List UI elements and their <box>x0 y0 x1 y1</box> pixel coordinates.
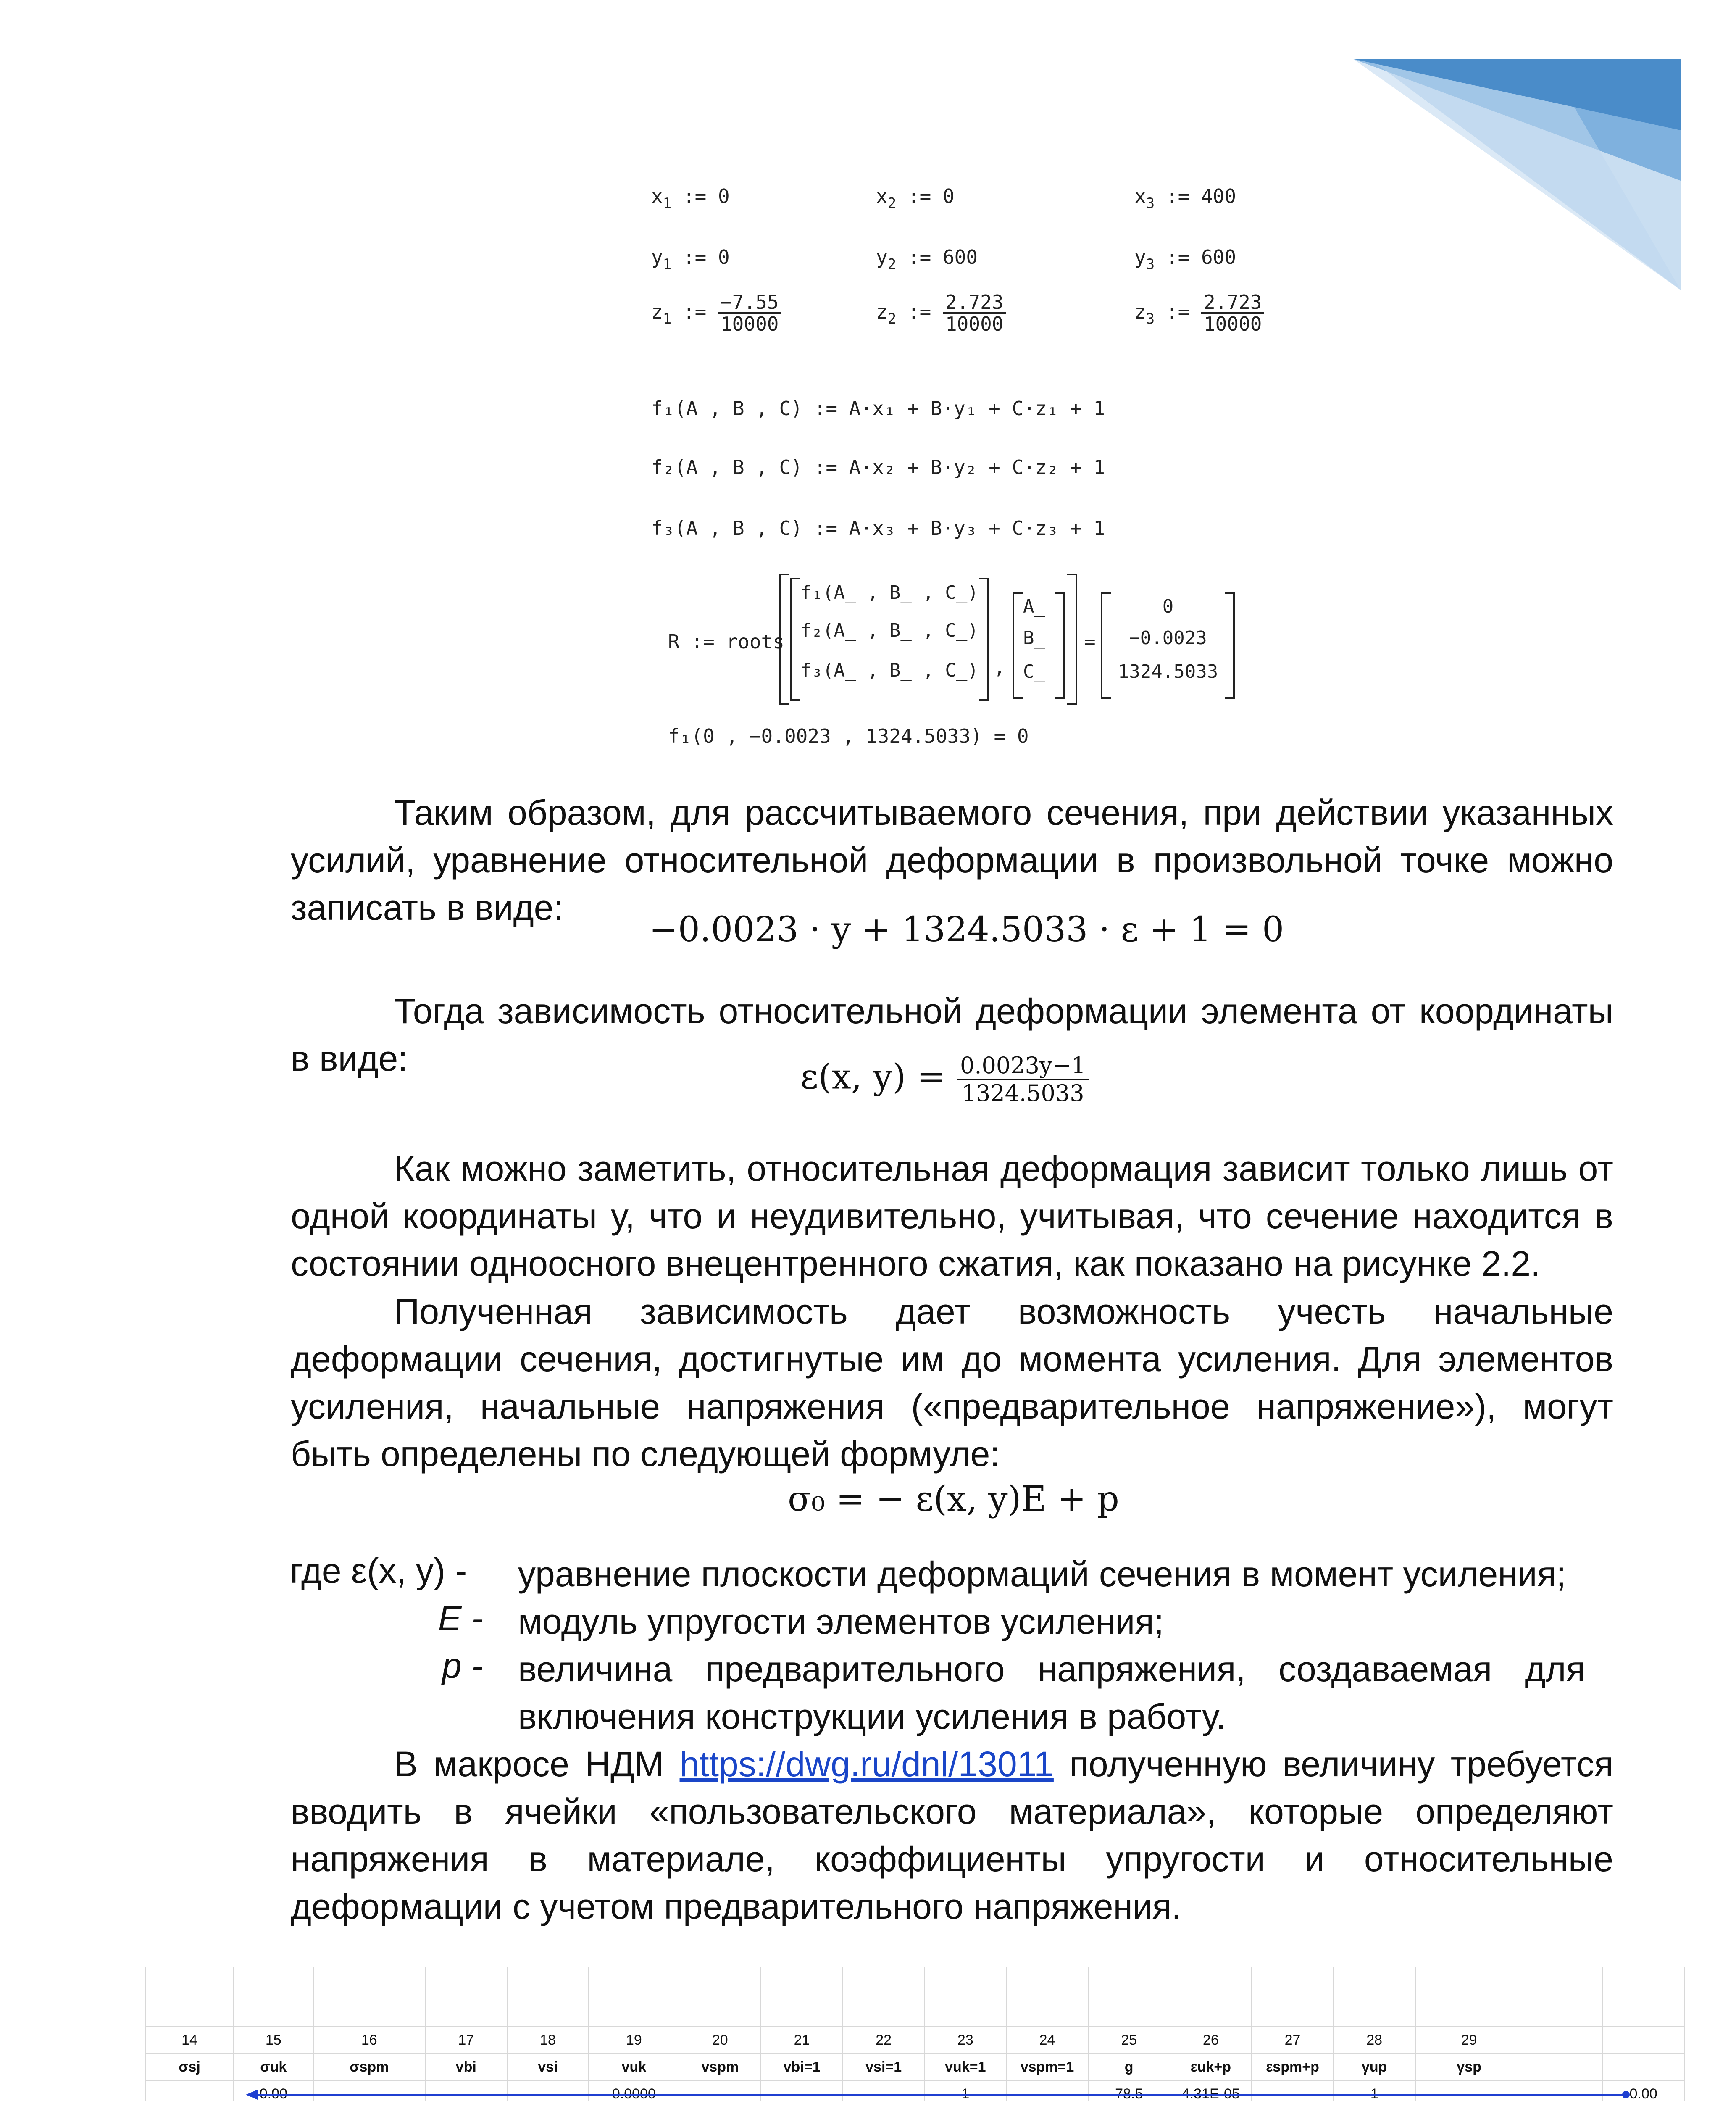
roots-f1: f₁(A_ , B_ , C_) <box>800 582 978 603</box>
table-cell[interactable]: 27 <box>1252 2027 1334 2054</box>
table-cell[interactable]: 23 <box>924 2027 1006 2054</box>
assign-z2: $z_2$ := $\frac{2.723}{10000}$ <box>876 292 1006 334</box>
roots-var-a: A_ <box>1023 596 1045 617</box>
table-cell[interactable]: σuk <box>234 2054 313 2080</box>
equation-strain-lhs: ε(x, y) = <box>800 1057 946 1097</box>
function-f1: f₁(A , B , C) := A·x₁ + B·y₁ + C·z₁ + 1 <box>651 397 1105 420</box>
equation-strain-plane: −0.0023 · y + 1324.5033 · ε + 1 = 0 <box>649 910 1284 950</box>
table-cell[interactable]: γup <box>1334 2054 1415 2080</box>
paragraph-5 <box>291 1740 1613 1930</box>
table-cell[interactable]: 25 <box>1088 2027 1170 2054</box>
table-cell[interactable]: 22 <box>843 2027 925 2054</box>
table-cell[interactable]: εuk+p <box>1170 2054 1252 2080</box>
table-cell[interactable]: 0.00 <box>1602 2080 1684 2101</box>
table-cell[interactable]: vspm=1 <box>1006 2054 1088 2080</box>
table-cell[interactable]: σsj <box>145 2054 234 2080</box>
roots-outer-bracket-left <box>779 574 789 705</box>
excel-arrow-overlay <box>145 1967 1685 2101</box>
table-cell[interactable]: εspm+p <box>1252 2054 1334 2080</box>
table-cell[interactable]: 0.0000 <box>589 2080 679 2101</box>
roots-var-c: C_ <box>1023 661 1045 682</box>
paragraph-2: Тогда зависимость относительной деформации элемента от координаты в виде: <box>291 991 1613 1078</box>
table-cell[interactable]: 20 <box>679 2027 761 2054</box>
roots-var-bracket-left <box>1013 592 1023 699</box>
table-cell[interactable]: vspm <box>679 2054 761 2080</box>
result-bracket-left <box>1101 592 1111 699</box>
table-cell[interactable]: 1 <box>924 2080 1006 2101</box>
table-cell[interactable]: γsp <box>1415 2054 1523 2080</box>
table-cell[interactable]: 0.00 <box>234 2080 313 2101</box>
assign-z3: $z_3$ := $\frac{2.723}{10000}$ <box>1134 292 1264 334</box>
dependency-arrow-dot <box>1622 2091 1630 2098</box>
assign-z1: $z_1$ := $\frac{-7.55}{10000}$ <box>651 292 781 334</box>
equation-strain-numerator: 0.0023y−1 <box>957 1053 1089 1080</box>
equation-strain-fraction <box>957 1053 1089 1106</box>
table-cell[interactable]: 14 <box>145 2027 234 2054</box>
roots-equals: = <box>1084 630 1096 653</box>
table-cell[interactable]: 24 <box>1006 2027 1088 2054</box>
equation-prestress: σ₀ = − ε(x, y)E + p <box>788 1479 1119 1519</box>
roots-var-bracket-right <box>1055 592 1065 699</box>
macro-link[interactable]: https://dwg.ru/dnl/13011 <box>679 1744 1054 1784</box>
table-cell[interactable]: 1 <box>1334 2080 1415 2101</box>
function-f3: f₃(A , B , C) := A·x₃ + B·y₃ + C·z₃ + 1 <box>651 517 1105 540</box>
equation-strain-function <box>800 1053 1089 1106</box>
paragraph-4: Полученная зависимость дает возможность учесть начальные деформации сечения, достигнутые им до момента усиления. Для элементов усиления, начальные напряжения («предварительное напряжение»), могут быть определены по следующей формуле: <box>291 1292 1613 1474</box>
roots-var-b: B_ <box>1023 627 1045 649</box>
table-cell[interactable]: 15 <box>234 2027 313 2054</box>
table-cell[interactable]: vsi=1 <box>843 2054 925 2080</box>
result-value-2: −0.0023 <box>1129 627 1207 649</box>
roots-f3: f₃(A_ , B_ , C_) <box>800 660 978 681</box>
table-cell[interactable]: vbi <box>425 2054 507 2080</box>
table-cell[interactable]: g <box>1088 2054 1170 2080</box>
paragraph-5-lead: В макросе НДМ <box>394 1744 680 1784</box>
result-value-3: 1324.5033 <box>1118 661 1218 682</box>
dependency-arrow-head <box>246 2090 258 2100</box>
roots-outer-bracket-right <box>1067 574 1077 705</box>
where-def-prestress: величина предварительного напряжения, создаваемая для включения конструкции усиления в работу. <box>518 1649 1585 1736</box>
assign-x2: $x_2$ := 0 <box>876 185 955 212</box>
equation-strain-denominator: 1324.5033 <box>961 1080 1084 1107</box>
excel-table-figure <box>145 1967 1685 2101</box>
roots-f2: f₂(A_ , B_ , C_) <box>800 620 978 641</box>
table-cell[interactable]: vuk <box>589 2054 679 2080</box>
where-term-modulus: E - <box>438 1598 483 1638</box>
result-value-1: 0 <box>1162 596 1174 617</box>
assign-y1: $y_1$ := 0 <box>651 246 730 273</box>
paragraph-5-rest: полученную величину требуется вводить в ячейки «пользовательского материала», которые определяют напряжения в материале, коэффициенты упругости и относительные деформации с учетом предварительного напряжения. <box>291 1744 1613 1926</box>
table-cell[interactable]: 26 <box>1170 2027 1252 2054</box>
table-cell[interactable]: vuk=1 <box>924 2054 1006 2080</box>
check-line: f₁(0 , −0.0023 , 1324.5033) = 0 <box>668 725 1029 748</box>
table-cell[interactable]: 18 <box>507 2027 589 2054</box>
result-bracket-right <box>1225 592 1235 699</box>
function-f2: f₂(A , B , C) := A·x₂ + B·y₂ + C·z₂ + 1 <box>651 456 1105 479</box>
where-def-modulus: модуль упругости элементов усиления; <box>518 1602 1164 1641</box>
where-def-strain: уравнение плоскости деформаций сечения в момент усиления; <box>518 1554 1566 1594</box>
assign-x3: $x_3$ := 400 <box>1134 185 1236 212</box>
table-cell[interactable]: 16 <box>313 2027 425 2054</box>
table-cell[interactable]: vbi=1 <box>761 2054 843 2080</box>
assign-y2: $y_2$ := 600 <box>876 246 978 273</box>
paragraph-1: Таким образом, для рассчитываемого сечения, при действии указанных усилий, уравнение относительной деформации в произвольной точке можно записать в виде: <box>291 793 1613 927</box>
roots-label: R := roots <box>668 630 784 653</box>
roots-func-bracket-left <box>790 578 800 701</box>
where-term-prestress: p - <box>442 1646 483 1685</box>
paragraph-3: Как можно заметить, относительная деформация зависит только лишь от одной координаты у, что и неудивительно, учитывая, что сечение находится в состоянии одноосного внецентренного сжатия, как показано на рисунке 2.2. <box>291 1149 1613 1283</box>
table-cell[interactable]: 19 <box>589 2027 679 2054</box>
table-cell[interactable]: 17 <box>425 2027 507 2054</box>
corner-decoration <box>1344 55 1681 290</box>
roots-func-bracket-right <box>979 578 989 701</box>
assign-x1: $x_1$ := 0 <box>651 185 730 212</box>
roots-comma: , <box>994 656 1005 678</box>
table-cell[interactable]: vsi <box>507 2054 589 2080</box>
table-cell[interactable]: 29 <box>1415 2027 1523 2054</box>
table-cell[interactable]: 4.31E-05 <box>1170 2080 1252 2101</box>
table-cell[interactable]: 28 <box>1334 2027 1415 2054</box>
where-term-strain: где ε(x, y) - <box>290 1551 467 1590</box>
table-cell[interactable]: σspm <box>313 2054 425 2080</box>
assign-y3: $y_3$ := 600 <box>1134 246 1236 273</box>
table-cell[interactable]: 21 <box>761 2027 843 2054</box>
table-cell[interactable]: 78.5 <box>1088 2080 1170 2101</box>
